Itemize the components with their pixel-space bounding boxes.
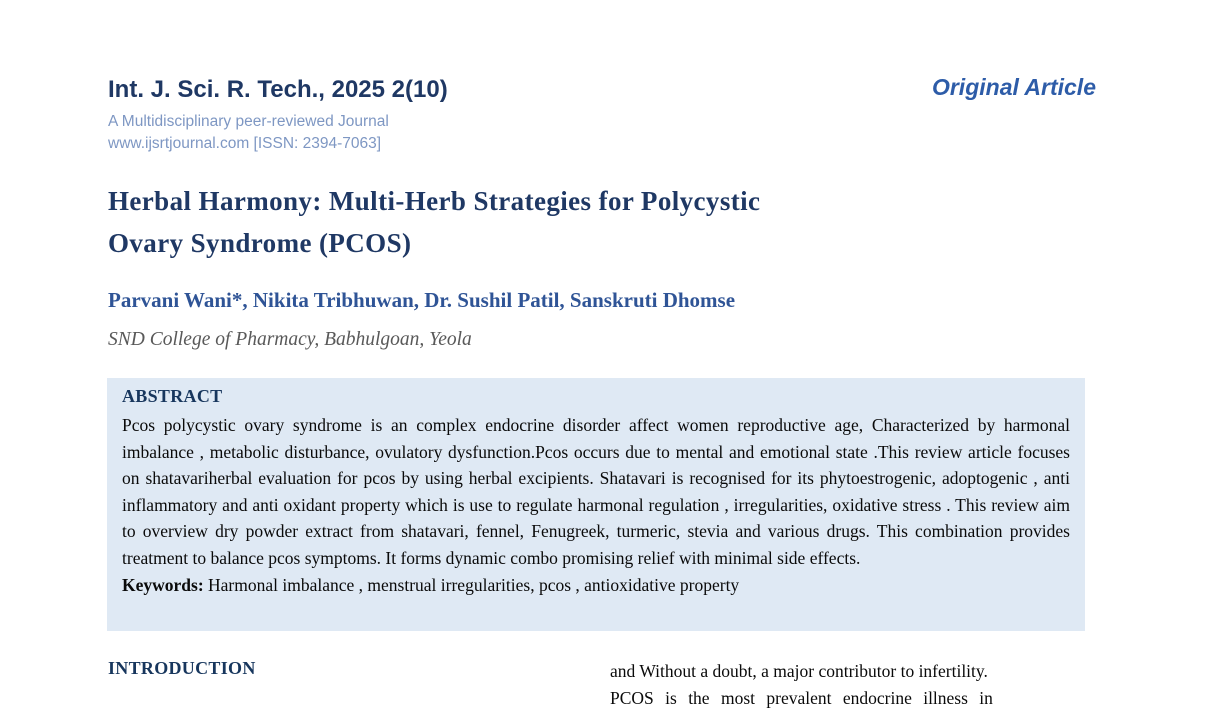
- keywords-line: [122, 572, 1070, 599]
- page-title-line-2: Ovary Syndrome (PCOS): [108, 228, 412, 258]
- right-column-line-1: and Without a doubt, a major contributor to infertility.: [610, 661, 988, 681]
- right-column-paragraph: [610, 658, 1088, 712]
- keywords-label: Keywords:: [122, 574, 204, 595]
- abstract-box: [107, 378, 1085, 631]
- abstract-text: Pcos polycystic ovary syndrome is an complex endocrine disorder affect women reproductive age, Characterized by harmonal imbalance , metabolic disturbance, ovulatory dysfunction.Pcos occurs due to mental and emotional state .This review article focuses on shatavariherbal evaluation for pcos by using herbal excipients. Shatavari is recognised for its phytoestrogenic, adoptogenic , anti inflammatory and anti oxidant property which is use to regulate harmonal regulation , irregularities, oxidative stress . This review aim to overview dry powder extract from shatavari, fennel, Fenugreek, turmeric, stevia and various drugs. This combination provides treatment to balance pcos symptoms. It forms dynamic combo promising relief with minimal side effects.: [122, 415, 1070, 568]
- right-column-line-2: PCOS is the most prevalent endocrine illness in: [610, 688, 993, 708]
- introduction-heading: INTRODUCTION: [108, 658, 256, 678]
- journal-url-issn: www.ijsrtjournal.com [ISSN: 2394-7063]: [108, 135, 382, 152]
- page-title-line-1: Herbal Harmony: Multi-Herb Strategies for Polycystic: [108, 186, 761, 216]
- journal-subtitle: A Multidisciplinary peer-reviewed Journal: [108, 113, 389, 130]
- page-title: [108, 180, 1068, 264]
- affiliation-line: SND College of Pharmacy, Babhulgoan, Yeola: [108, 329, 472, 350]
- journal-title: Int. J. Sci. R. Tech., 2025 2(10): [108, 76, 448, 103]
- article-type-label: Original Article: [931, 74, 1096, 100]
- abstract-heading: ABSTRACT: [122, 386, 223, 406]
- keywords-text: Harmonal imbalance , menstrual irregularities, pcos , antioxidative property: [203, 574, 740, 595]
- authors-line: Parvani Wani*, Nikita Tribhuwan, Dr. Sushil Patil, Sanskruti Dhomse: [108, 288, 736, 312]
